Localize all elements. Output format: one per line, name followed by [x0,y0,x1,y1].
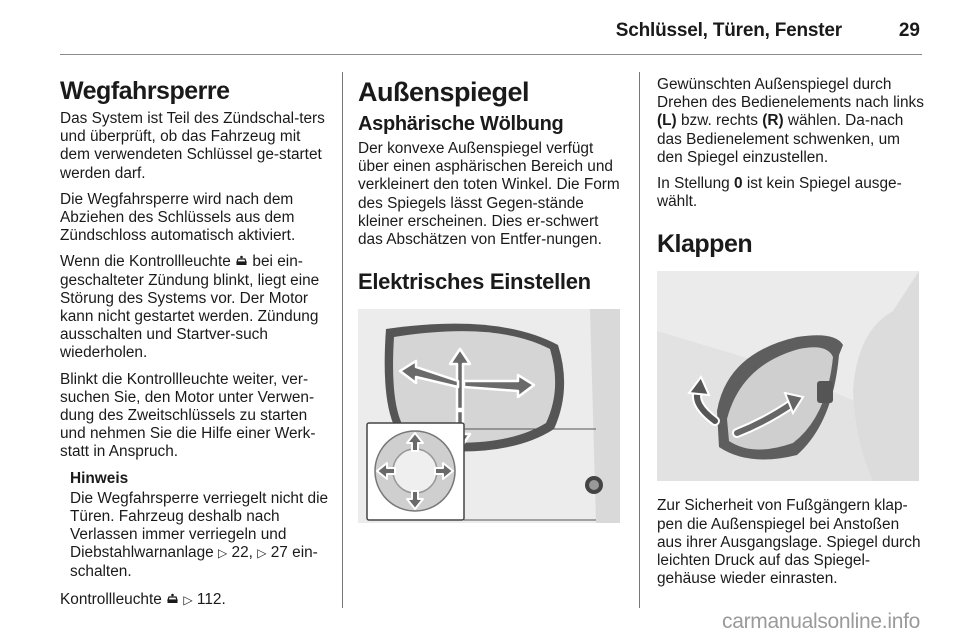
text: bzw. rechts [680,112,758,130]
paragraph: Die Wegfahrsperre wird nach dem Abziehen des Schlüssels aus dem Zündschloss automatisch aktiviert. [60,190,296,245]
column-wegfahrsperre [60,76,330,617]
paragraph: Das System ist Teil des Zündschal-ters und überprüft, ob das Fahrzeug mit dem verwendeten Schlüssel ge-startet werden darf. [60,110,325,182]
watermark: carmanualsonline.info [722,610,920,633]
paragraph [60,253,330,362]
label-right: (R) [762,112,784,130]
subheading-asphaerische-woelbung: Asphärische Wölbung [358,113,564,135]
text: Wenn die Kontrollleuchte [60,253,231,271]
paragraph: Blinkt die Kontrollleuchte weiter, ver-suchen Sie, den Motor unter Verwen-dung des Zweitschlüssels zu starten und nehmen Sie die Hilfe einer Werk-statt in Anspruch. [60,370,316,461]
subheading-elektrisches-einstellen: Elektrisches Einstellen [358,269,591,295]
page-reference[interactable]: 22, [231,544,253,562]
section-heading-wegfahrsperre: Wegfahrsperre [60,77,230,105]
text: bei ein-geschalteter Zündung blinkt, liegt eine Störung des Systems vor. Der Motor kann nicht gestartet werden. Zündung ausschalten und Startver-such wiederholen. [60,253,320,362]
paragraph: Der konvexe Außenspiegel verfügt über einen asphärischen Bereich und verkleinert den toten Winkel. Die Form des Spiegels lässt Gegen-stände kleiner erscheinen. Dies er-schwert das Abschätzen von Entfer-nungen. [358,140,620,249]
paragraph [60,591,330,609]
car-key-warning-icon [166,593,179,605]
text: Die Wegfahrsperre verriegelt nicht die Türen. Fahrzeug deshalb nach Verlassen immer verriegeln und Diebstahlwarnanlage [70,489,329,562]
text: Gewünschten Außenspiegel durch Drehen des Bedienelements nach links [657,76,924,112]
mirror-fold-diagram [657,271,919,481]
column-einstellen-klappen [657,76,925,596]
car-key-warning-icon [235,255,248,267]
note-box [70,470,330,581]
column-divider-2 [639,72,640,608]
text: ist kein Spiegel ausge-wählt. [657,175,902,211]
column-divider-1 [342,72,343,608]
page-number: 29 [898,20,920,41]
position-zero: 0 [734,175,743,193]
mirror-adjust-illustration [358,309,620,523]
triangle-reference-icon: ▷ [218,546,228,561]
page-header [0,0,960,54]
note-heading: Hinweis [70,469,129,487]
paragraph: Zur Sicherheit von Fußgängern klap-pen die Außenspiegel bei Anstoßen aus ihrer Ausgangslage. Spiegel durch leichten Druck auf das Spiegel-gehäuse wieder einrasten. [657,497,921,588]
column-aussenspiegel [358,76,626,523]
page-title: Schlüssel, Türen, Fenster [615,20,842,41]
note-text [70,490,330,581]
text: In Stellung [657,175,730,193]
mirror-fold-illustration [657,271,919,481]
section-heading-klappen: Klappen [657,230,753,259]
triangle-reference-icon: ▷ [183,592,193,607]
section-heading-aussenspiegel: Außenspiegel [358,77,530,107]
label-left: (L) [657,112,677,130]
triangle-reference-icon: ▷ [257,546,267,561]
text: Kontrollleuchte [60,590,162,608]
paragraph [657,175,925,211]
paragraph [657,76,925,167]
page-reference[interactable]: 112. [196,590,226,608]
mirror-adjust-diagram [358,309,620,523]
page-reference[interactable]: 27 ein-schalten. [70,544,318,580]
header-rule [60,54,922,55]
text: wählen. Da-nach das Bedienelement schwenken, um den Spiegel einzustellen. [657,112,904,166]
